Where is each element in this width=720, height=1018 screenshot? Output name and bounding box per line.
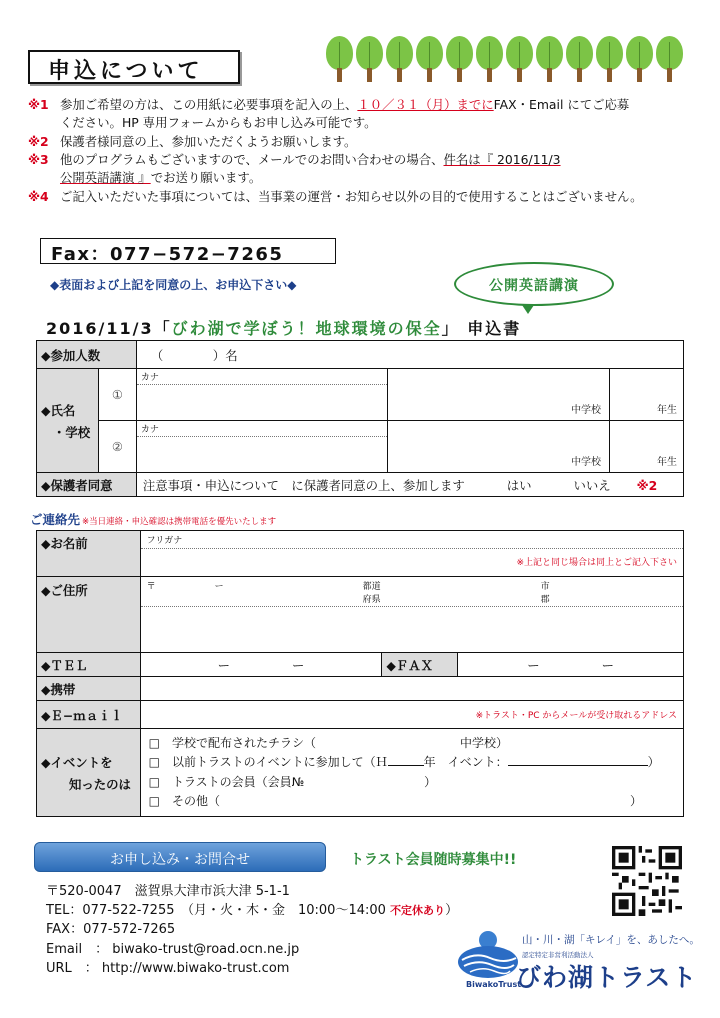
school-label: ・学校 — [53, 424, 91, 440]
note-text: 保護者様同意の上、参加いただくようお願いします。 — [60, 133, 357, 149]
tree-icon — [596, 36, 623, 82]
event-label-1: ◆イベントを — [41, 754, 113, 770]
tel-label: ◆ＴＥＬ — [37, 653, 141, 677]
form-date: 2016/11/3 — [46, 319, 154, 338]
logo-org: 認定特定非営利活動法人 — [522, 951, 594, 959]
note-text: でお送り願います。 — [150, 170, 262, 186]
school-field-1[interactable]: 中学校 — [388, 369, 610, 421]
tel-info: TEL：077-522-7255 （月・火・木・金 10:00〜14:00 — [46, 903, 386, 919]
note-1 — [28, 96, 698, 133]
subject-line: 公開英語講演 』 — [60, 170, 151, 186]
tree-icon — [566, 36, 593, 82]
past-event-close: ） — [647, 755, 660, 770]
member-recruit: トラスト会員随時募集中!! — [350, 852, 517, 868]
email-label: ◆Ｅ−ｍａｉｌ — [37, 701, 141, 729]
tel-note: 不定休あり — [390, 904, 446, 918]
option-other[interactable] — [149, 792, 675, 811]
subject-line: 件名は『 2016/11/3 — [443, 152, 561, 168]
tree-icon — [446, 36, 473, 82]
contact-info — [46, 882, 458, 978]
pref-1: 都道 — [362, 582, 381, 592]
contact-table — [36, 530, 684, 817]
note-mark: ※1 — [28, 97, 49, 112]
tree-icon — [476, 36, 503, 82]
logo-tagline: 山・川・湖「キレイ」を、あしたへ。 — [522, 934, 700, 946]
consent-yes[interactable]: はい — [506, 477, 532, 493]
postal-address: 〒520-0047 滋賀県大津市浜大津 5-1-1 — [46, 884, 290, 899]
note-text: ください。HP 専用フォームからもお申し込み可能です。 — [60, 115, 377, 131]
agree-text: ◆表面および上記を同意の上、お申込下さい◆ — [50, 278, 297, 292]
logo-english: BiwakoTrust — [466, 980, 522, 989]
event-label-2: 知ったのは — [69, 776, 131, 792]
address-field[interactable] — [140, 577, 683, 653]
note-mark: ※4 — [28, 188, 49, 204]
tree-icon — [536, 36, 563, 82]
qr-code-icon[interactable] — [612, 846, 682, 916]
tree-icon — [356, 36, 383, 82]
guardian-text: 注意事項・申込について に保護者同意の上、参加します — [142, 477, 465, 493]
event-source-label — [37, 729, 141, 817]
participants-label: ◆参加人数 — [37, 341, 137, 369]
guardian-mark: ※2 — [636, 477, 658, 493]
tree-icon — [416, 36, 443, 82]
tree-illustration — [326, 36, 686, 82]
grade-field-2[interactable]: 年生 — [610, 421, 684, 473]
note-2 — [28, 133, 698, 151]
tree-icon — [656, 36, 683, 82]
past-event-year: 年 イベント： — [423, 755, 508, 770]
form-title-close: 」 — [441, 319, 460, 338]
note-text: 参加ご希望の方は、この用紙に必要事項を記入の上、 — [60, 97, 358, 112]
event-source-options — [140, 729, 683, 817]
name-field-1[interactable] — [136, 369, 388, 421]
lecture-title: びわ湖で学ぼう！地球環境の保全 — [171, 319, 442, 338]
same-note: ※上記と同じ場合は同上とご記入下さい — [516, 558, 677, 568]
note-text: ご記入いただいた事項については、当事業の運営・お知らせ以外の目的で使用することはございません。 — [60, 188, 643, 204]
fax-number-box: Fax：077−572−7265 — [40, 238, 336, 264]
other-text: □ その他（ — [148, 793, 220, 808]
note-4 — [28, 188, 698, 206]
grade-field-1[interactable]: 年生 — [610, 369, 684, 421]
url-info[interactable]: URL ： http://www.biwako-trust.com — [46, 960, 290, 976]
other-close: ） — [629, 793, 642, 808]
mobile-field[interactable] — [140, 677, 683, 701]
city-1: 市 — [540, 582, 550, 592]
tel-field[interactable]: ー ー — [140, 653, 382, 677]
note-3 — [28, 151, 698, 188]
past-event-text: □ 以前トラストのイベントに参加して（Ｈ — [148, 755, 388, 770]
participants-field[interactable]: （ ）名 — [136, 341, 683, 369]
guardian-consent — [136, 473, 683, 497]
email-info[interactable]: Email ： biwako-trust@road.ocn.ne.jp — [46, 941, 300, 957]
name-school-label — [37, 369, 99, 473]
name-field[interactable] — [140, 531, 683, 577]
city-2: 郡 — [540, 595, 550, 605]
page-title: 申込について — [28, 50, 240, 84]
tel-line — [46, 901, 458, 920]
application-table — [36, 340, 684, 497]
tree-icon — [386, 36, 413, 82]
consent-no[interactable]: いいえ — [573, 477, 611, 493]
tree-icon — [626, 36, 653, 82]
speech-bubble: 公開英語講演 — [454, 262, 614, 306]
form-title-suffix: 申込書 — [467, 319, 522, 338]
fax-label: ◆ＦＡＸ — [382, 653, 458, 677]
address-label: ◆ご住所 — [37, 577, 141, 653]
note-mark: ※2 — [28, 133, 49, 149]
form-title-open: 「 — [153, 319, 172, 338]
postal-dash: ー — [214, 582, 224, 592]
note-text: 他のプログラムもございますので、メールでのお問い合わせの場合、 — [60, 152, 444, 168]
fax-field[interactable]: ー ー — [458, 653, 684, 677]
address-top-line — [141, 577, 683, 607]
deadline: １０／３１（月）までに — [357, 97, 494, 112]
notes — [28, 96, 698, 206]
pref-2: 府県 — [362, 595, 381, 605]
row-number-2: ② — [98, 421, 136, 473]
biwako-trust-logo-icon — [456, 928, 520, 982]
name-label: ◆氏名 — [41, 402, 76, 418]
school-field-2[interactable]: 中学校 — [388, 421, 610, 473]
mobile-label: ◆携帯 — [37, 677, 141, 701]
contact-title: ご連絡先 — [30, 512, 81, 527]
form-title — [46, 316, 521, 339]
kana-label: カナ — [137, 421, 388, 437]
contact-note: ※当日連絡・申込確認は携帯電話を優先いたします — [82, 517, 277, 527]
logo-name: びわ湖トラスト — [516, 963, 698, 992]
note-text: FAX・Email にてご応募 — [493, 97, 630, 112]
tree-icon — [326, 36, 353, 82]
option-member[interactable]: □ トラストの会員（会員№ ） — [148, 774, 437, 789]
kana-label: カナ — [137, 369, 388, 385]
email-field[interactable]: ※トラスト・PC からメールが受け取れるアドレス — [140, 701, 683, 729]
tree-icon — [506, 36, 533, 82]
option-flyer[interactable]: □ 学校で配布されたチラシ（ 中学校） — [148, 735, 508, 750]
row-number-1: ① — [98, 369, 136, 421]
furigana-label: フリガナ — [141, 531, 683, 549]
contact-button[interactable]: お申し込み・お問合せ — [34, 842, 326, 872]
tel-close: ） — [445, 903, 459, 919]
contact-heading — [30, 510, 276, 528]
postal-mark: 〒 — [146, 582, 156, 592]
guardian-label: ◆保護者同意 — [37, 473, 137, 497]
name-field-2[interactable] — [136, 421, 388, 473]
fax-info: FAX：077-572-7265 — [46, 922, 176, 938]
note-mark: ※3 — [28, 152, 49, 168]
option-past-event[interactable] — [149, 753, 675, 772]
name-label: ◆お名前 — [37, 531, 141, 577]
